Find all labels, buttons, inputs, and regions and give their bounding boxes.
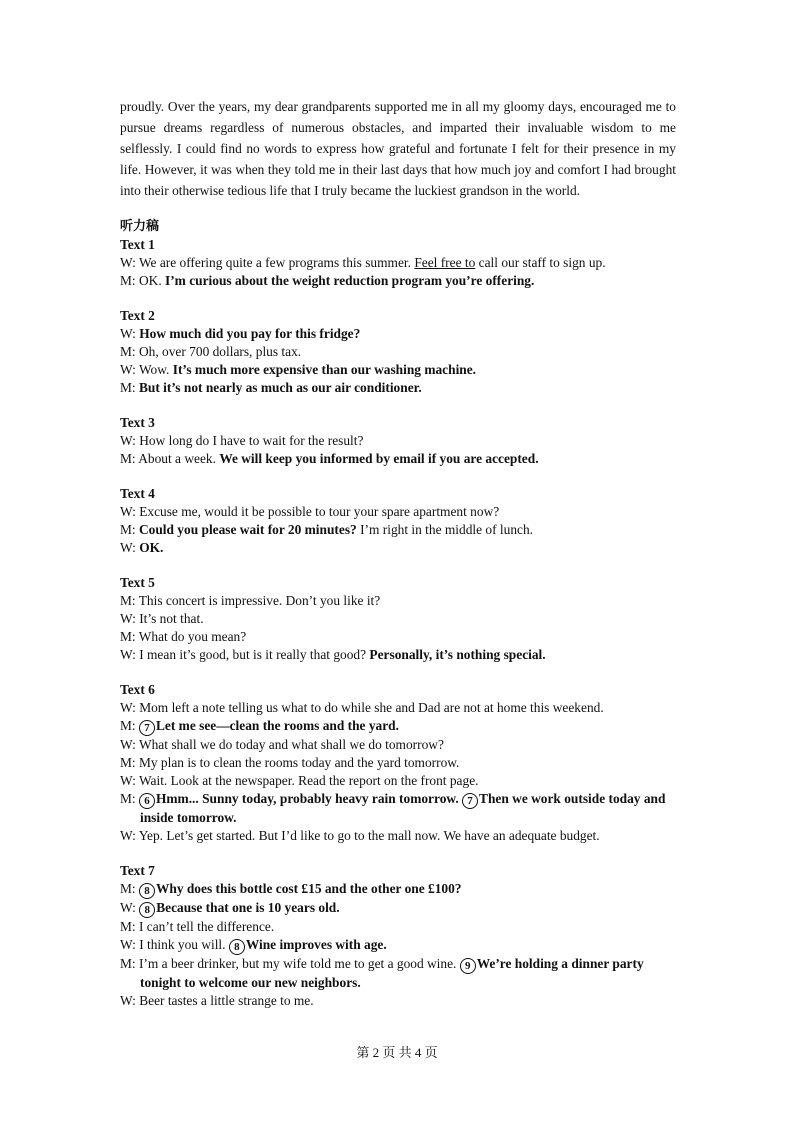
key-answer-text: Let me see—clean the rooms and the yard. [155,718,399,733]
key-answer-text: Could you please wait for 20 minutes? [138,522,357,537]
text-section [120,485,676,557]
dialogue-line [120,343,676,361]
dialogue-line [120,450,676,468]
dialogue-text: W: I think you will. [120,937,229,952]
key-answer-text: We’re holding a dinner party tonight to welcome our new neighbors. [140,956,644,990]
question-number-badge: 8 [139,902,155,918]
dialogue-line [120,503,676,521]
text-section [120,574,676,664]
dialogue-text: M: This concert is impressive. Don’t you like it? [120,593,381,608]
dialogue-line [120,592,676,610]
text-section [120,681,676,845]
dialogue-text: W: How long do I have to wait for the result? [120,433,364,448]
dialogue-text: call our staff to sign up. [475,255,606,270]
question-number-badge: 6 [139,793,155,809]
text-title: Text 3 [120,415,155,430]
dialogue-line [120,955,676,992]
section-title: 听力稿 [120,219,160,234]
dialogue-text: W: [120,326,140,341]
dialogue-line [120,379,676,397]
dialogue-text: W: Yep. Let’s get started. But I’d like to go to the mall now. We have an adequate budget. [120,828,600,843]
dialogue-line [120,827,676,845]
dialogue-text: W: [120,900,140,915]
text-title: Text 2 [120,308,155,323]
dialogue-text: W: Wait. Look at the newspaper. Read the report on the front page. [120,773,479,788]
question-number-badge: 9 [460,958,476,974]
key-answer-text: Hmm... Sunny today, probably heavy rain tomorrow. [155,791,463,806]
dialogue-line [120,325,676,343]
question-number-badge: 8 [139,883,155,899]
dialogue-line [120,699,676,717]
key-answer-text: We will keep you informed by email if you are accepted. [219,451,539,466]
key-answer-text: But it’s not nearly as much as our air conditioner. [138,380,422,395]
dialogue-text: W: It’s not that. [120,611,204,626]
dialogue-text: M: What do you mean? [120,629,247,644]
dialogue-line [120,254,676,272]
dialogue-text: W: Wow. [120,362,173,377]
dialogue-line [120,772,676,790]
dialogue-text: W: I mean it’s good, but is it really that good? [120,647,370,662]
dialogue-text: W: Excuse me, would it be possible to tour your spare apartment now? [120,504,500,519]
dialogue-line [120,539,676,557]
key-answer-text: Then we work outside today and inside tomorrow. [140,791,666,825]
dialogue-line [120,628,676,646]
dialogue-line [120,361,676,379]
dialogue-line [120,717,676,736]
key-answer-text: I’m curious about the weight reduction program you’re offering. [165,273,535,288]
dialogue-text: I’m right in the middle of lunch. [356,522,534,537]
dialogue-line [120,754,676,772]
key-answer-text: Because that one is 10 years old. [156,900,340,915]
dialogue-text: M: OK. [120,273,166,288]
text-title: Text 7 [120,863,155,878]
question-number-badge: 7 [462,793,478,809]
key-answer-text: Wine improves with age. [245,937,387,952]
dialogue-text: W: We are offering quite a few programs this summer. [120,255,415,270]
dialogue-text: W: What shall we do today and what shall we do tomorrow? [120,737,444,752]
dialogue-line [120,992,676,1010]
text-section [120,414,676,468]
dialogue-text: M: [120,718,139,733]
page-footer: 第 2 页 共 4 页 [356,1045,438,1060]
dialogue-text: M: [120,881,139,896]
dialogue-text: M: [120,380,139,395]
key-answer-text: Why does this bottle cost £15 and the other one £100? [155,881,462,896]
question-number-badge: 7 [139,720,155,736]
dialogue-line [120,790,676,827]
dialogue-text: Feel free to [414,255,476,270]
dialogue-text: M: [120,791,139,806]
key-answer-text: How much did you pay for this fridge? [139,326,361,341]
dialogue-text: M: Oh, over 700 dollars, plus tax. [120,344,302,359]
dialogue-line [120,646,676,664]
dialogue-line [120,899,676,918]
key-answer-text: It’s much more expensive than our washing machine. [172,362,477,377]
key-answer-text: OK. [139,540,164,555]
page-content [120,96,676,1027]
intro-paragraph: proudly. Over the years, my dear grandparents supported me in all my gloomy days, encouraged me to pursue dreams regardless of numerous obstacles, and imparted their invaluable wisdom to me selflessly. I could find no words to express how grateful and fortunate I felt for their presence in my life. However, it was when they told me in their last days that how much joy and comfort I had brought into their otherwise tedious life that I truly became the luckiest grandson in the world. [120,99,676,198]
text-title: Text 1 [120,237,155,252]
question-number-badge: 8 [229,939,245,955]
dialogue-text: M: I’m a beer drinker, but my wife told me to get a good wine. [120,956,460,971]
dialogue-text: M: [120,522,139,537]
text-title: Text 4 [120,486,155,501]
text-title: Text 6 [120,682,155,697]
dialogue-text: W: Mom left a note telling us what to do while she and Dad are not at home this weekend. [120,700,604,715]
dialogue-line [120,880,676,899]
dialogue-text: W: Beer tastes a little strange to me. [120,993,314,1008]
key-answer-text: Personally, it’s nothing special. [369,647,546,662]
dialogue-line [120,936,676,955]
text-title: Text 5 [120,575,155,590]
dialogue-text: M: About a week. [120,451,220,466]
dialogue-line [120,521,676,539]
dialogue-line [120,432,676,450]
dialogue-line [120,736,676,754]
text-section [120,307,676,397]
text-section [120,862,676,1010]
dialogue-text: M: My plan is to clean the rooms today and the yard tomorrow. [120,755,460,770]
dialogue-text: M: I can’t tell the difference. [120,919,275,934]
text-section [120,236,676,290]
dialogue-line [120,918,676,936]
transcript-list [120,236,676,1010]
dialogue-line [120,272,676,290]
dialogue-text: W: [120,540,140,555]
dialogue-line [120,610,676,628]
